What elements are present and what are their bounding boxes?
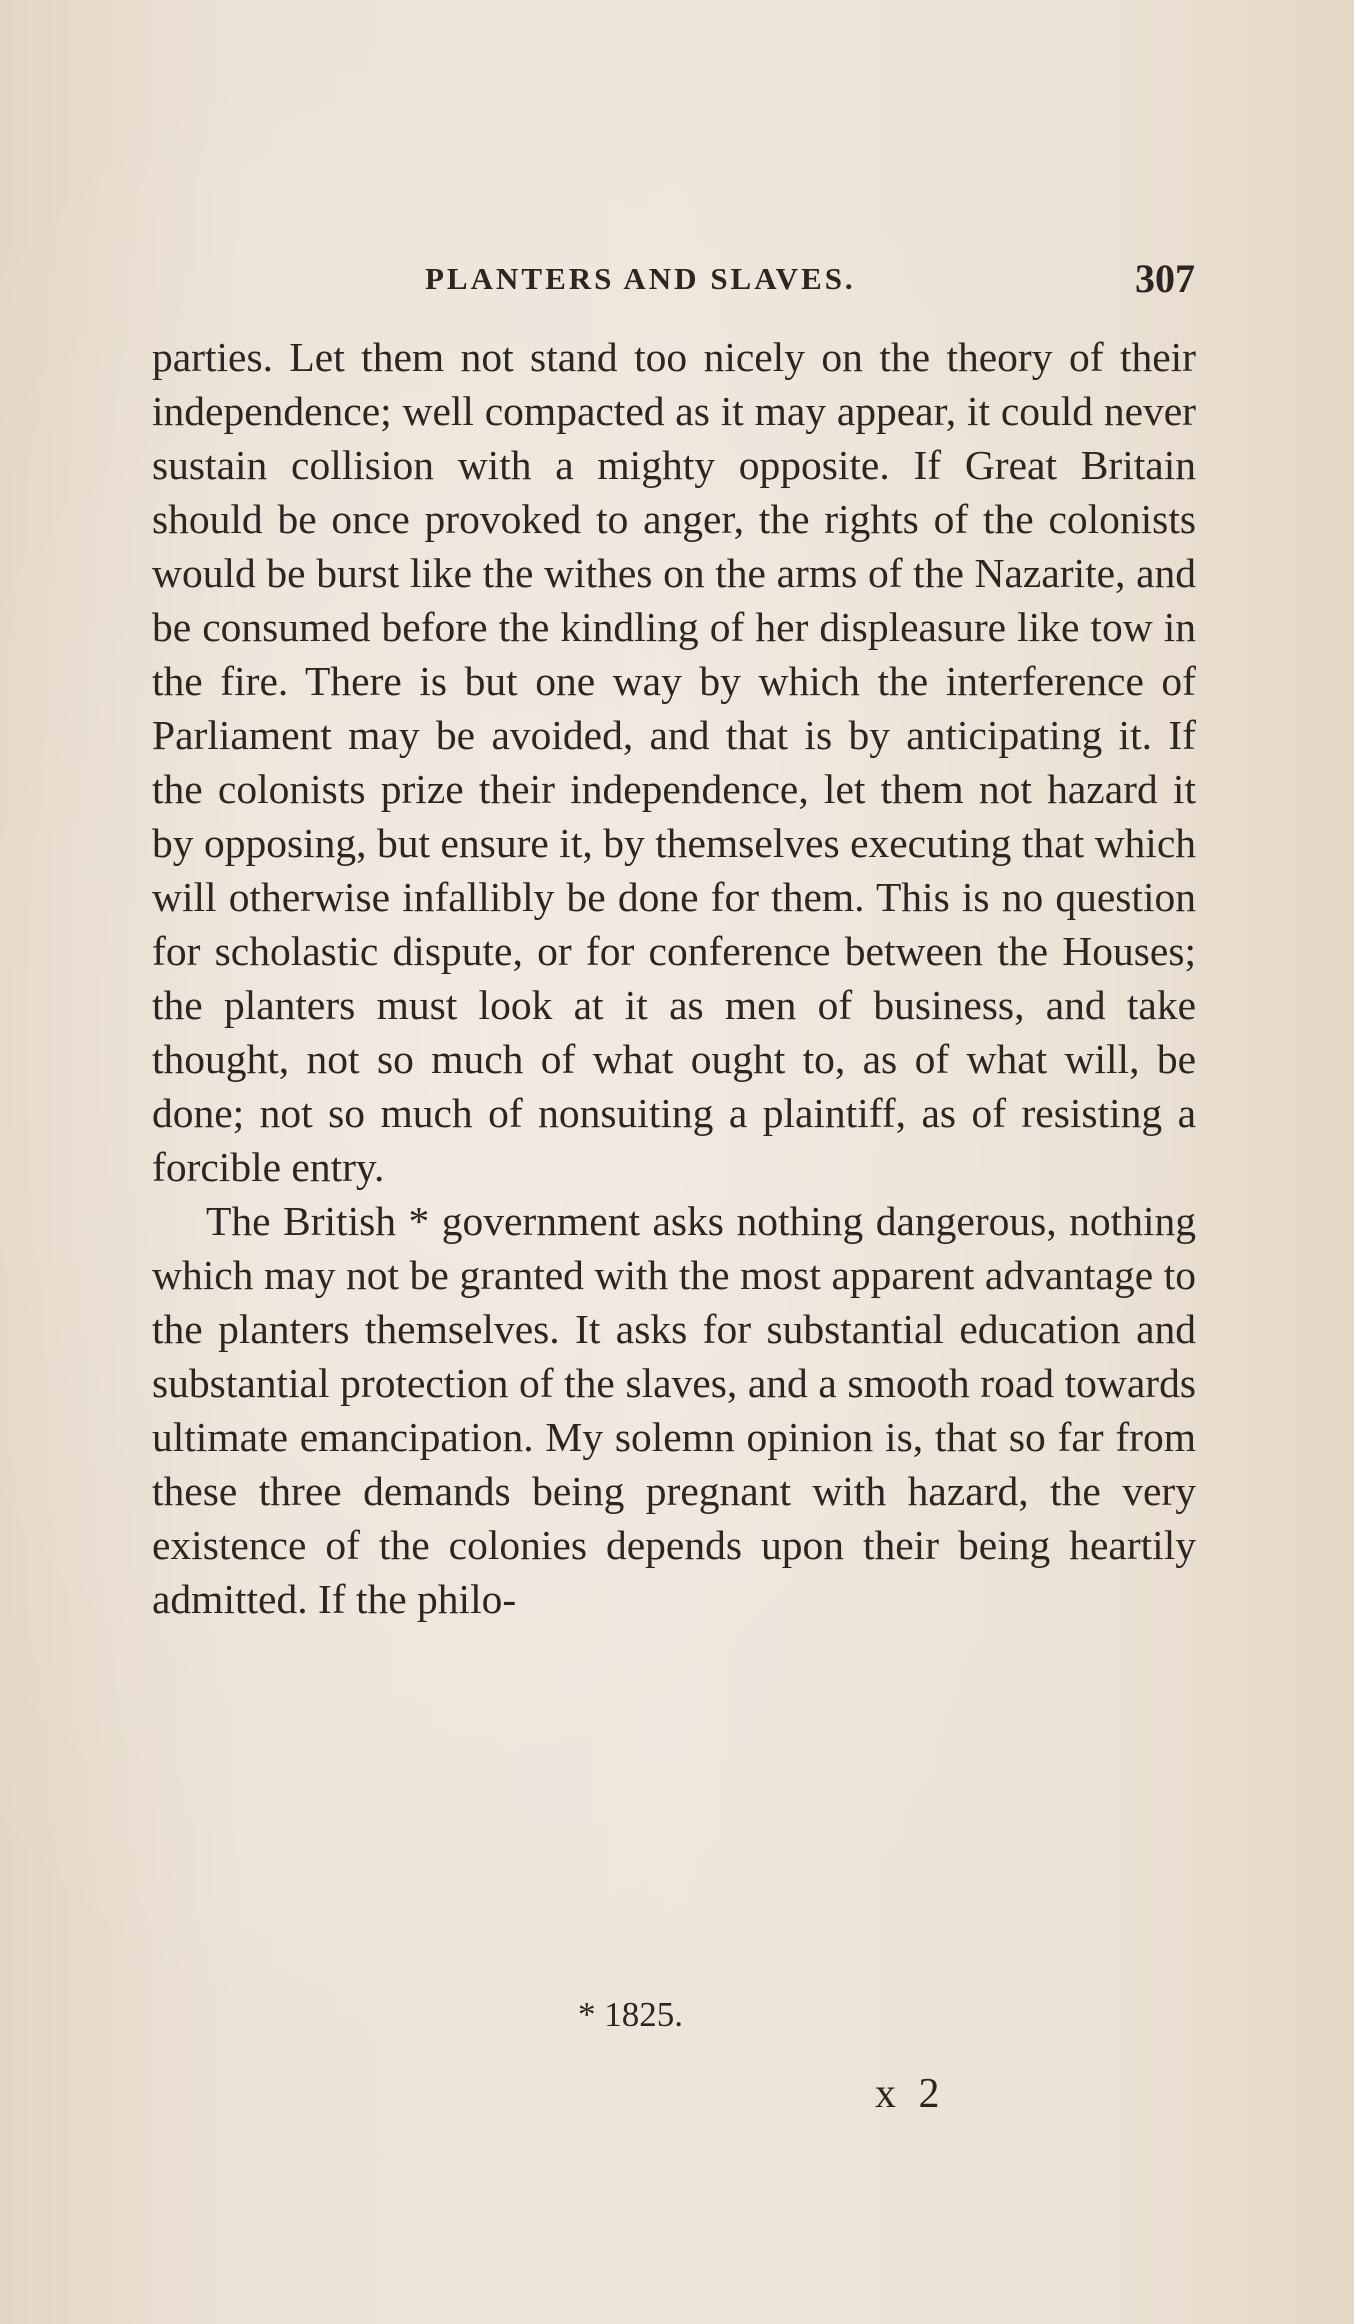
running-title: PLANTERS AND SLAVES. [425,261,856,296]
paragraph: parties. Let them not stand too nicely on the theory of their independence; well compacted as it may appear, it could never sustain collision with a mighty opposite. If Great Britain should be once provoked to anger, the rights of the colonists would be burst like the withes on the arms of the Nazarite, and be consumed before the kindling of her displeasure like tow in the fire. There is but one way by which the interference of Parliament may be avoided, and that is by anticipating it. If the colonists prize their independence, let them not hazard it by opposing, but ensure it, by themselves executing that which will otherwise infallibly be done for them. This is no question for scholastic dispute, or for conference between the Houses; the planters must look at it as men of business, and take thought, not so much of what ought to, as of what will, be done; not so much of nonsuiting a plaintiff, as of resisting a forcible entry. [152,334,1196,1190]
body-text [152,330,1196,1626]
page-header [150,255,1195,305]
footnote: * 1825. [578,1995,683,2034]
paragraph: The British * government asks nothing dangerous, nothing which may not be granted with the most apparent advantage to the planters themselves. It asks for substantial education and substantial protection of the slaves, and a smooth road towards ultimate emancipation. My solemn opinion is, that so far from these three demands being pregnant with hazard, the very existence of the colonies depends upon their being heartily admitted. If the philo- [152,1198,1196,1622]
signature-mark: x 2 [875,2071,946,2117]
page-number: 307 [1135,256,1195,301]
